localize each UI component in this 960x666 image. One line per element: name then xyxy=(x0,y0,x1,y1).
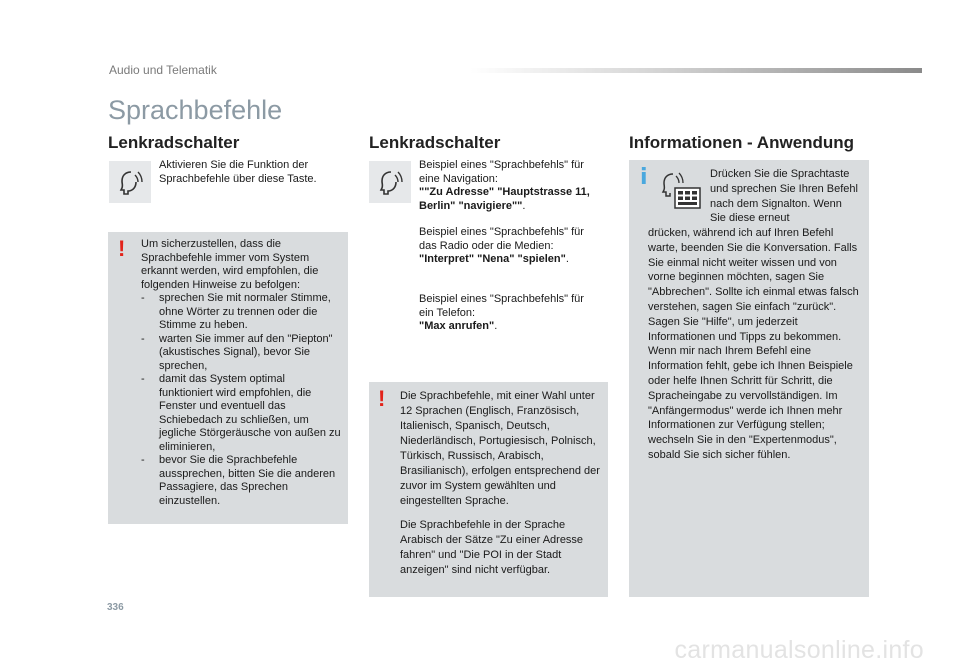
voice-command-icon xyxy=(109,161,151,203)
voice-command-icon xyxy=(369,161,411,203)
info-icon: i xyxy=(640,165,648,190)
example-navigation xyxy=(419,159,601,213)
column-1-title: Lenkradschalter xyxy=(108,133,240,152)
warning-tips-content xyxy=(141,238,341,508)
example-suffix: . xyxy=(565,253,569,265)
example-suffix: . xyxy=(522,199,526,212)
warning-tip-item xyxy=(141,373,341,454)
warning-tips-intro: Um sicherzustellen, dass die Sprachbefehle immer vom System erkannt werden, wird empfohlen, die folgenden Hinweise zu befolgen: xyxy=(141,238,319,291)
warning-tip-item xyxy=(141,292,341,333)
example-suffix: . xyxy=(494,320,498,332)
example-label: Beispiel eines "Sprachbefehls" für eine Navigation: xyxy=(419,159,584,185)
warning-tip-text: damit das System optimal funktioniert wird empfohlen, die Fenster und eventuell das Schiebedach zu schließen, um jegliche Störgeräusche von außen zu eliminieren, xyxy=(159,373,341,453)
example-phone xyxy=(419,293,601,334)
info-lead-text: Drücken Sie die Sprachtaste und sprechen Sie Ihren Befehl nach dem Signalton. Wenn Sie diese erneut xyxy=(710,168,858,225)
example-command: ""Zu Adresse" "Hauptstrasse 11, Berlin" "navigiere"" xyxy=(419,186,590,212)
column-2-title: Lenkradschalter xyxy=(369,133,501,152)
warning-tip-item xyxy=(141,454,341,508)
header-rule xyxy=(470,68,922,73)
warning-tip-item xyxy=(141,333,341,374)
section-header: Audio und Telematik xyxy=(109,63,217,77)
column-3-title: Informationen - Anwendung xyxy=(629,133,855,152)
page-title: Sprachbefehle xyxy=(108,95,283,125)
warning-tip-text: warten Sie immer auf den "Piepton" (akustisches Signal), bevor Sie sprechen, xyxy=(159,332,333,372)
example-label: Beispiel eines "Sprachbefehls" für das Radio oder die Medien: xyxy=(419,226,584,252)
voice-screen-icon xyxy=(659,168,703,212)
info-body-text: drücken, während ich auf Ihren Befehl warte, beenden Sie die Konversation. Falls Sie einmal nicht weiter wissen und von vorne beginnen möchten, sagen Sie "Abbrechen". Sollte ich einmal etwas falsch verstehen, sagen Sie einfach "zurück". Sagen Sie "Hilfe", um jederzeit Informationen und Tipps zu bekommen. Wenn mir nach Ihrem Befehl eine Information fehlt, gebe ich Ihnen Beispiele oder helfe Ihnen Schritt für Schritt, die Spracheingabe zu vervollständigen. Im "Anfängermodus" werde ich Ihnen mehr Informationen zur Verfügung stellen; wechseln Sie in den "Expertenmodus", sobald Sie sich sicher fühlen. xyxy=(648,227,859,461)
example-command: "Interpret" "Nena" "spielen" xyxy=(419,253,566,265)
warning-languages-para2: Die Sprachbefehle in der Sprache Arabisch der Sätze "Zu einer Adresse fahren" und "Die POI in der Stadt anzeigen" sind nicht verfügbar. xyxy=(400,519,584,576)
example-radio xyxy=(419,226,601,267)
watermark: carmanualsonline.info xyxy=(674,636,924,664)
example-label: Beispiel eines "Sprachbefehls" für ein Telefon: xyxy=(419,293,584,319)
voice-intro-text: Aktivieren Sie die Funktion der Sprachbefehle über diese Taste. xyxy=(159,159,317,185)
warning-tip-text: sprechen Sie mit normaler Stimme, ohne Wörter zu trennen oder die Stimme zu heben. xyxy=(159,292,331,331)
warning-icon: ! xyxy=(118,236,126,261)
warning-icon: ! xyxy=(378,386,386,411)
page-number: 336 xyxy=(107,602,124,613)
warning-languages-para1: Die Sprachbefehle, mit einer Wahl unter 12 Sprachen (Englisch, Französisch, Italienisch, Spanisch, Deutsch, Niederländisch, Portugiesisch, Polnisch, Türkisch, Russisch, Arabisch, Brasilianisch), erfolgen entsprechend der zuvor im System gewählten und eingestellten Sprache. xyxy=(400,390,600,507)
example-command: "Max anrufen" xyxy=(419,320,495,332)
warning-tip-text: bevor Sie die Sprachbefehle aussprechen, bitten Sie die anderen Passagiere, das Sprechen einzustellen. xyxy=(159,454,336,507)
